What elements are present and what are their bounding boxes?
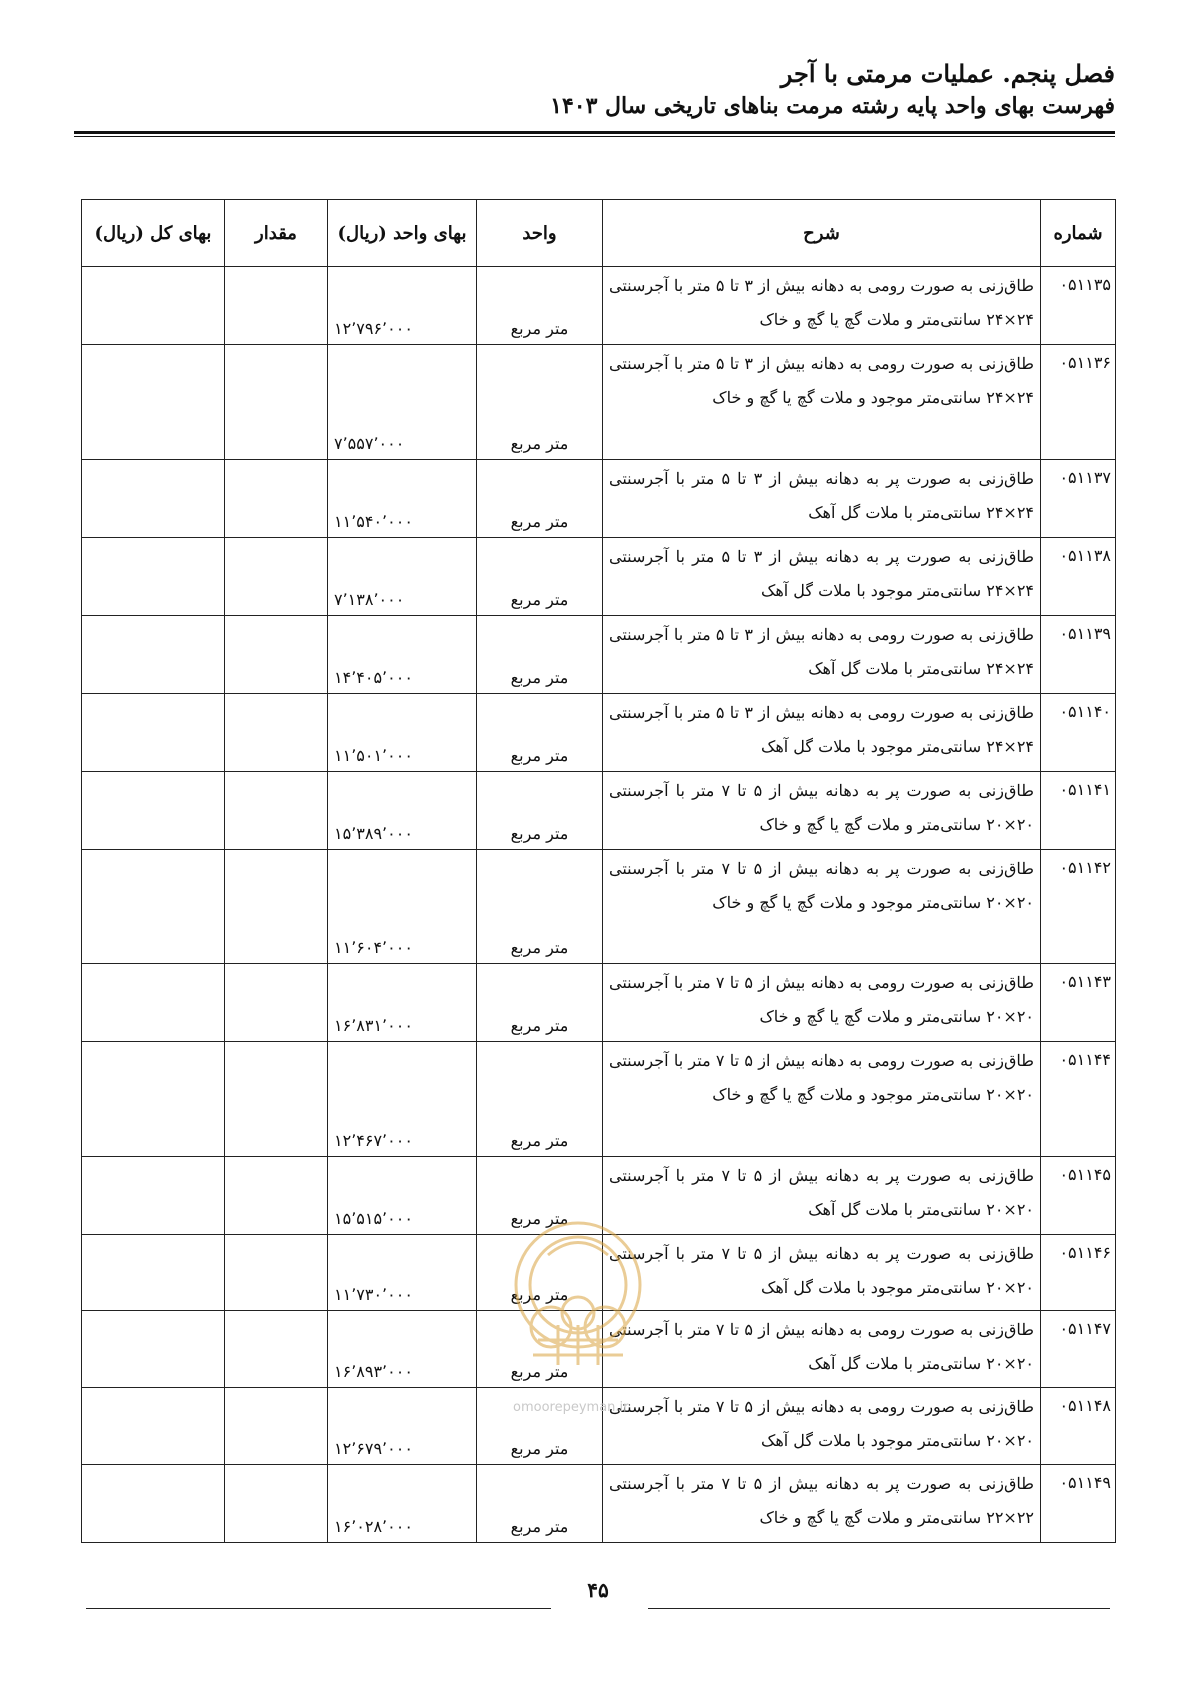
- table-row: [82, 964, 1116, 1042]
- row-unit-price: ۱۲٬۷۹۶٬۰۰۰: [328, 267, 477, 345]
- row-quantity: [225, 1042, 328, 1157]
- col-header-code: شماره: [1041, 200, 1116, 267]
- row-total-price: [82, 345, 225, 460]
- row-total-price: [82, 693, 225, 771]
- row-quantity: [225, 1156, 328, 1234]
- stamp-watermark-icon: [503, 1215, 653, 1375]
- row-total-price: [82, 1310, 225, 1387]
- row-unit-price: ۱۱٬۵۰۱٬۰۰۰: [328, 693, 477, 771]
- row-unit: متر مربع: [477, 771, 603, 849]
- row-code: ۰۵۱۱۴۱: [1041, 771, 1116, 849]
- table-row: [82, 345, 1116, 460]
- row-code: ۰۵۱۱۳۶: [1041, 345, 1116, 460]
- col-header-qty: مقدار: [225, 200, 328, 267]
- row-unit-price: ۱۶٬۸۳۱٬۰۰۰: [328, 964, 477, 1042]
- row-unit-price: ۱۵٬۳۸۹٬۰۰۰: [328, 771, 477, 849]
- row-quantity: [225, 459, 328, 537]
- row-total-price: [82, 615, 225, 693]
- row-description: طاق‌زنی به صورت رومی به دهانه بیش از ۳ تا ۵ متر با آجرسنتی ۲۴×۲۴ سانتی‌متر و ملات گچ یا گچ و خاک: [603, 267, 1041, 345]
- row-total-price: [82, 537, 225, 615]
- row-quantity: [225, 345, 328, 460]
- table-row: [82, 693, 1116, 771]
- row-unit-price: ۷٬۱۳۸٬۰۰۰: [328, 537, 477, 615]
- col-header-total: بهای کل (ریال): [82, 200, 225, 267]
- footer-rule-left: [86, 1608, 551, 1609]
- row-quantity: [225, 849, 328, 964]
- row-unit-price: ۱۱٬۶۰۴٬۰۰۰: [328, 849, 477, 964]
- row-description: طاق‌زنی به صورت پر به دهانه بیش از ۳ تا ۵ متر با آجرسنتی ۲۴×۲۴ سانتی‌متر موجود با ملات گل آهک: [603, 537, 1041, 615]
- row-code: ۰۵۱۱۳۹: [1041, 615, 1116, 693]
- row-total-price: [82, 1464, 225, 1542]
- row-total-price: [82, 1156, 225, 1234]
- row-unit: متر مربع: [477, 345, 603, 460]
- row-total-price: [82, 771, 225, 849]
- row-unit-price: ۱۵٬۵۱۵٬۰۰۰: [328, 1156, 477, 1234]
- row-description: طاق‌زنی به صورت پر به دهانه بیش از ۳ تا ۵ متر با آجرسنتی ۲۴×۲۴ سانتی‌متر با ملات گل آهک: [603, 459, 1041, 537]
- row-unit: متر مربع: [477, 693, 603, 771]
- table-row: [82, 1464, 1116, 1542]
- row-code: ۰۵۱۱۳۵: [1041, 267, 1116, 345]
- col-header-desc: شرح: [603, 200, 1041, 267]
- row-quantity: [225, 693, 328, 771]
- row-description: طاق‌زنی به صورت رومی به دهانه بیش از ۳ تا ۵ متر با آجرسنتی ۲۴×۲۴ سانتی‌متر موجود با ملات گل آهک: [603, 693, 1041, 771]
- row-unit: متر مربع: [477, 1156, 603, 1234]
- row-unit: متر مربع: [477, 1464, 603, 1542]
- row-unit: متر مربع: [477, 459, 603, 537]
- table-row: [82, 267, 1116, 345]
- row-unit-price: ۱۱٬۷۳۰٬۰۰۰: [328, 1234, 477, 1310]
- row-description: طاق‌زنی به صورت پر به دهانه بیش از ۵ تا ۷ متر با آجرسنتی ۲۰×۲۰ سانتی‌متر و ملات گچ یا گچ و خاک: [603, 771, 1041, 849]
- table-row: [82, 1387, 1116, 1464]
- row-total-price: [82, 459, 225, 537]
- row-quantity: [225, 1310, 328, 1387]
- col-header-unit: واحد: [477, 200, 603, 267]
- row-quantity: [225, 537, 328, 615]
- table-row: [82, 615, 1116, 693]
- row-unit-price: ۱۶٬۰۲۸٬۰۰۰: [328, 1464, 477, 1542]
- row-quantity: [225, 1234, 328, 1310]
- row-unit: متر مربع: [477, 615, 603, 693]
- watermark-url: omoorepeyman.ir: [513, 1400, 629, 1415]
- row-unit: متر مربع: [477, 1310, 603, 1387]
- row-total-price: [82, 964, 225, 1042]
- row-unit: متر مربع: [477, 267, 603, 345]
- row-unit: متر مربع: [477, 1387, 603, 1464]
- row-total-price: [82, 1234, 225, 1310]
- row-unit: متر مربع: [477, 1234, 603, 1310]
- row-code: ۰۵۱۱۴۴: [1041, 1042, 1116, 1157]
- row-description: طاق‌زنی به صورت رومی به دهانه بیش از ۵ تا ۷ متر با آجرسنتی ۲۰×۲۰ سانتی‌متر و ملات گچ یا گچ و خاک: [603, 964, 1041, 1042]
- row-unit-price: ۱۲٬۴۶۷٬۰۰۰: [328, 1042, 477, 1157]
- chapter-title: فصل پنجم. عملیات مرمتی با آجر: [780, 59, 1115, 88]
- table-row: [82, 849, 1116, 964]
- row-description: طاق‌زنی به صورت رومی به دهانه بیش از ۳ تا ۵ متر با آجرسنتی ۲۴×۲۴ سانتی‌متر موجود و ملات گچ یا گچ و خاک: [603, 345, 1041, 460]
- row-quantity: [225, 1387, 328, 1464]
- table-row: [82, 1042, 1116, 1157]
- row-code: ۰۵۱۱۴۰: [1041, 693, 1116, 771]
- row-description: طاق‌زنی به صورت پر به دهانه بیش از ۵ تا ۷ متر با آجرسنتی ۲۰×۲۰ سانتی‌متر موجود و ملات گچ یا گچ و خاک: [603, 849, 1041, 964]
- row-code: ۰۵۱۱۴۸: [1041, 1387, 1116, 1464]
- row-description: طاق‌زنی به صورت رومی به دهانه بیش از ۳ تا ۵ متر با آجرسنتی ۲۴×۲۴ سانتی‌متر با ملات گل آهک: [603, 615, 1041, 693]
- row-unit: متر مربع: [477, 1042, 603, 1157]
- row-code: ۰۵۱۱۴۵: [1041, 1156, 1116, 1234]
- row-code: ۰۵۱۱۳۷: [1041, 459, 1116, 537]
- row-total-price: [82, 267, 225, 345]
- header-rule-thick: [74, 131, 1115, 134]
- row-description: طاق‌زنی به صورت رومی به دهانه بیش از ۵ تا ۷ متر با آجرسنتی ۲۰×۲۰ سانتی‌متر موجود با ملات گل آهک: [603, 1387, 1041, 1464]
- row-code: ۰۵۱۱۴۹: [1041, 1464, 1116, 1542]
- table-row: [82, 459, 1116, 537]
- page-header: [550, 58, 1115, 122]
- row-unit-price: ۱۴٬۴۰۵٬۰۰۰: [328, 615, 477, 693]
- row-code: ۰۵۱۱۴۷: [1041, 1310, 1116, 1387]
- row-code: ۰۵۱۱۴۲: [1041, 849, 1116, 964]
- row-unit: متر مربع: [477, 849, 603, 964]
- row-description: طاق‌زنی به صورت پر به دهانه بیش از ۵ تا ۷ متر با آجرسنتی ۲۰×۲۰ سانتی‌متر با ملات گل آهک: [603, 1156, 1041, 1234]
- row-code: ۰۵۱۱۴۳: [1041, 964, 1116, 1042]
- table-row: [82, 537, 1116, 615]
- row-description: طاق‌زنی به صورت پر به دهانه بیش از ۵ تا ۷ متر با آجرسنتی ۲۰×۲۰ سانتی‌متر موجود با ملات گل آهک: [603, 1234, 1041, 1310]
- row-unit-price: ۱۱٬۵۴۰٬۰۰۰: [328, 459, 477, 537]
- row-unit-price: ۱۲٬۶۷۹٬۰۰۰: [328, 1387, 477, 1464]
- row-code: ۰۵۱۱۴۶: [1041, 1234, 1116, 1310]
- row-quantity: [225, 964, 328, 1042]
- row-total-price: [82, 849, 225, 964]
- row-quantity: [225, 1464, 328, 1542]
- row-total-price: [82, 1042, 225, 1157]
- row-quantity: [225, 267, 328, 345]
- col-header-unit-price: بهای واحد (ریال): [328, 200, 477, 267]
- header-rule-thin: [74, 136, 1115, 137]
- row-code: ۰۵۱۱۳۸: [1041, 537, 1116, 615]
- row-description: طاق‌زنی به صورت رومی به دهانه بیش از ۵ تا ۷ متر با آجرسنتی ۲۰×۲۰ سانتی‌متر با ملات گل آهک: [603, 1310, 1041, 1387]
- row-unit: متر مربع: [477, 964, 603, 1042]
- list-title: فهرست بهای واحد پایه رشته مرمت بناهای تاریخی سال ۱۴۰۳: [550, 93, 1115, 119]
- footer-rule-right: [648, 1608, 1110, 1609]
- row-unit-price: ۷٬۵۵۷٬۰۰۰: [328, 345, 477, 460]
- row-description: طاق‌زنی به صورت رومی به دهانه بیش از ۵ تا ۷ متر با آجرسنتی ۲۰×۲۰ سانتی‌متر موجود و ملات گچ یا گچ و خاک: [603, 1042, 1041, 1157]
- table-row: [82, 771, 1116, 849]
- row-description: طاق‌زنی به صورت پر به دهانه بیش از ۵ تا ۷ متر با آجرسنتی ۲۲×۲۲ سانتی‌متر و ملات گچ یا گچ و خاک: [603, 1464, 1041, 1542]
- table-header-row: [82, 200, 1116, 267]
- row-unit-price: ۱۶٬۸۹۳٬۰۰۰: [328, 1310, 477, 1387]
- row-quantity: [225, 615, 328, 693]
- row-quantity: [225, 771, 328, 849]
- row-total-price: [82, 1387, 225, 1464]
- row-unit: متر مربع: [477, 537, 603, 615]
- page-number: ۴۵: [587, 1578, 609, 1602]
